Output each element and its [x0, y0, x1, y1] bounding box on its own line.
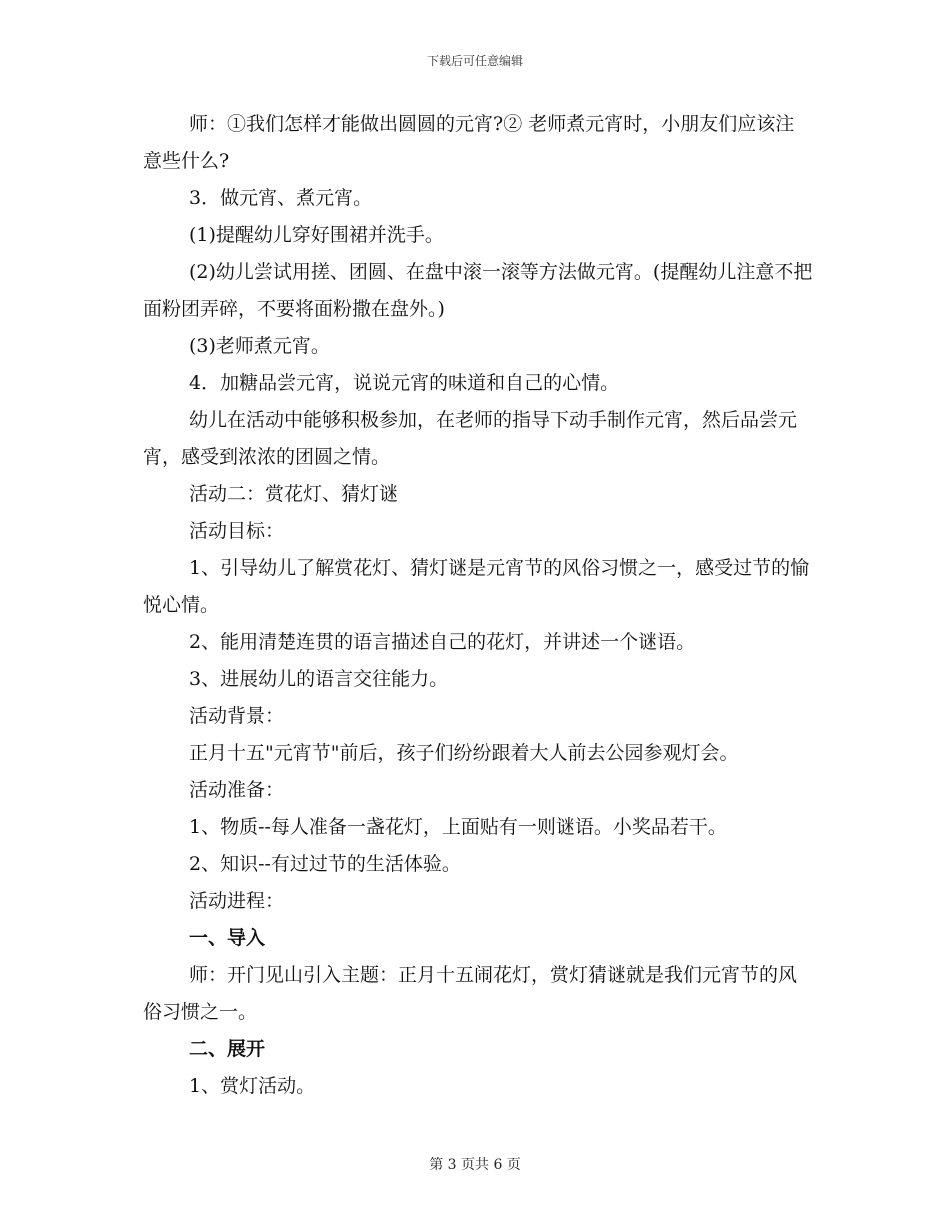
- paragraph: 4．加糖品尝元宵，说说元宵的味道和自己的心情。: [189, 372, 620, 394]
- page-footer: 第 3 页共 6 页: [429, 1157, 521, 1173]
- paragraph: 师：①我们怎样才能做出圆圆的元宵?② 老师煮元宵时，小朋友们应该注意些什么?: [143, 113, 795, 172]
- paragraph: 活动二：赏花灯、猜灯谜: [189, 483, 399, 505]
- paragraph: 2、能用清楚连贯的语言描述自己的花灯，并讲述一个谜语。: [189, 631, 696, 653]
- paragraph: 1、引导幼儿了解赏花灯、猜灯谜是元宵节的风俗习惯之一，感受过节的愉悦心情。: [143, 557, 810, 616]
- paragraph: (1)提醒幼儿穿好围裙并洗手。: [189, 224, 444, 246]
- paragraph: 活动准备：: [189, 779, 285, 801]
- paragraph: (2)幼儿尝试用搓、团圆、在盘中滚一滚等方法做元宵。(提醒幼儿注意不把面粉团弄碎，不要将面粉撒在盘外。): [143, 261, 813, 320]
- paragraph: 1、赏灯活动。: [189, 1075, 316, 1097]
- paragraph: 活动目标：: [189, 520, 285, 542]
- paragraph: (3)老师煮元宵。: [189, 335, 330, 357]
- paragraph: 3．做元宵、煮元宵。: [189, 187, 373, 209]
- paragraph: 师：开门见山引入主题：正月十五闹花灯，赏灯猜谜就是我们元宵节的风俗习惯之一。: [143, 964, 798, 1023]
- paragraph: 幼儿在活动中能够积极参加，在老师的指导下动手制作元宵，然后品尝元宵，感受到浓浓的团圆之情。: [143, 409, 798, 468]
- paragraph: 活动背景：: [189, 705, 285, 727]
- paragraph: 2、知识--有过过节的生活体验。: [189, 853, 461, 875]
- section-heading: 一、导入: [189, 927, 266, 949]
- paragraph: 3、进展幼儿的语言交往能力。: [189, 668, 449, 690]
- section-heading: 二、展开: [189, 1038, 266, 1060]
- paragraph: 正月十五"元宵节"前后，孩子们纷纷跟着大人前去公园参观灯会。: [189, 742, 739, 764]
- page-header: 下载后可任意编辑: [426, 54, 523, 68]
- paragraph: 1、物质--每人准备一盏花灯，上面贴有一则谜语。小奖品若干。: [189, 816, 727, 838]
- paragraph: 活动进程：: [189, 890, 285, 912]
- document-body: [143, 106, 813, 1105]
